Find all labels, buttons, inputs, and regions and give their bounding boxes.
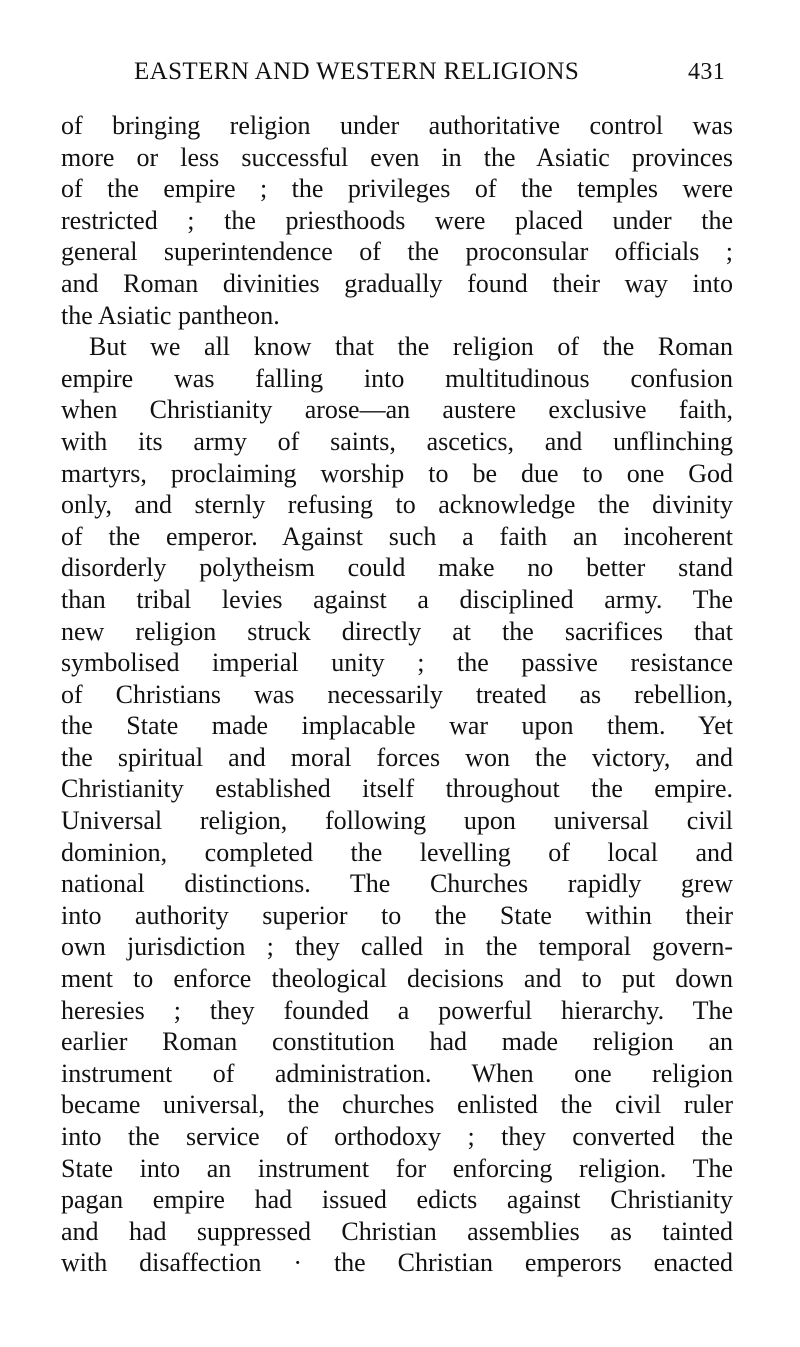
text-line: empire was falling into multitudinous confusion xyxy=(61,363,733,393)
body-text xyxy=(61,110,733,1279)
text-line: only, and sternly refusing to acknowledge the divinity xyxy=(61,490,733,520)
text-line: State into an instrument for enforcing religion. The xyxy=(61,1153,733,1183)
text-line: Christianity established itself throughout the empire. xyxy=(61,774,733,804)
text-line: Universal religion, following upon universal civil xyxy=(61,806,733,836)
text-line: own jurisdiction ; they called in the temporal govern- xyxy=(61,932,733,962)
text-line: new religion struck directly at the sacrifices that xyxy=(61,616,733,646)
running-head-title: EASTERN AND WESTERN RELIGIONS xyxy=(134,58,580,85)
text-line: into authority superior to the State within their xyxy=(61,900,733,930)
text-line: of the emperor. Against such a faith an incoherent xyxy=(61,521,733,551)
text-line: with disaffection · the Christian emperors enacted xyxy=(61,1248,733,1278)
text-line: with its army of saints, ascetics, and unflinching xyxy=(61,426,733,456)
text-line: symbolised imperial unity ; the passive resistance xyxy=(61,648,733,678)
text-line: restricted ; the priesthoods were placed under the xyxy=(61,205,733,235)
paragraph xyxy=(61,331,733,1279)
text-line: earlier Roman constitution had made religion an xyxy=(61,1027,733,1057)
text-line: the spiritual and moral forces won the victory, and xyxy=(61,742,733,772)
text-line: martyrs, proclaiming worship to be due to one God xyxy=(61,458,733,488)
text-line: general superintendence of the proconsular officials ; xyxy=(61,237,733,267)
text-line: became universal, the churches enlisted the civil ruler xyxy=(61,1090,733,1120)
text-line: national distinctions. The Churches rapidly grew xyxy=(61,869,733,899)
text-line: of Christians was necessarily treated as rebellion, xyxy=(61,679,733,709)
text-line: But we all know that the religion of the Roman xyxy=(89,332,733,362)
text-line: when Christianity arose—an austere exclusive faith, xyxy=(61,395,733,425)
running-head xyxy=(134,58,734,92)
text-line: ment to enforce theological decisions and to put down xyxy=(61,964,733,994)
text-line: of bringing religion under authoritative control was xyxy=(61,111,733,140)
text-line: pagan empire had issued edicts against Christianity xyxy=(61,1185,733,1215)
text-line: more or less successful even in the Asiatic provinces xyxy=(61,142,733,172)
text-line: heresies ; they founded a powerful hierarchy. The xyxy=(61,995,733,1025)
text-line: than tribal levies against a disciplined army. The xyxy=(61,584,733,614)
paragraph xyxy=(61,110,733,331)
text-line: of the empire ; the privileges of the temples were xyxy=(61,174,733,204)
text-line: dominion, completed the levelling of local and xyxy=(61,837,733,867)
text-line: and Roman divinities gradually found their way into xyxy=(61,268,733,298)
text-line: the Asiatic pantheon. xyxy=(61,300,280,330)
text-line: instrument of administration. When one religion xyxy=(61,1058,733,1088)
text-line: and had suppressed Christian assemblies as tainted xyxy=(61,1216,733,1246)
text-line: disorderly polytheism could make no better stand xyxy=(61,553,733,583)
page-number: 431 xyxy=(688,59,726,85)
text-line: into the service of orthodoxy ; they converted the xyxy=(61,1122,733,1151)
text-line: the State made implacable war upon them. Yet xyxy=(61,711,733,741)
